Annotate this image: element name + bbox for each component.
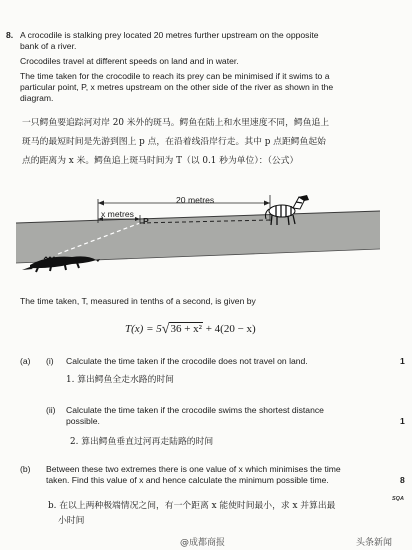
label-point-p: P bbox=[143, 216, 149, 226]
part-b-marks: 8 bbox=[400, 475, 405, 485]
part-a-ii-label: (ii) bbox=[46, 405, 56, 415]
chinese-intro-line-3: 点的距离为 x 米。鳄鱼追上斑马时间为 T（以 0.1 秒为单位）：（公式） bbox=[22, 156, 299, 166]
river-band bbox=[16, 211, 380, 263]
question-number: 8. bbox=[6, 30, 14, 40]
formula-rhs: + 4(20 − x) bbox=[202, 323, 256, 335]
part-a-ii-text-2: possible. bbox=[66, 416, 100, 426]
part-a-i-marks: 1 bbox=[400, 356, 405, 366]
label-x-metres: x metres bbox=[101, 209, 134, 219]
part-b-text-2: taken. Find this value of x and hence calculate the minimum possible time. bbox=[46, 475, 329, 485]
time-formula bbox=[125, 322, 256, 338]
part-a-ii-chinese: 2. 算出鳄鱼垂直过河再走陆路的时间 bbox=[70, 437, 214, 447]
river-diagram bbox=[0, 175, 412, 285]
intro-line-6: diagram. bbox=[20, 93, 54, 103]
sqa-badge: SQA bbox=[392, 496, 404, 502]
arrow-head bbox=[98, 201, 104, 206]
watermark-left: @成都商报 bbox=[180, 538, 226, 548]
part-a-i-label: (i) bbox=[46, 356, 54, 366]
chinese-intro-line-2: 斑马的最短时间是先游到图上 p 点，在沿着线沿岸行走。其中 p 点距鳄鱼起始 bbox=[22, 137, 326, 147]
intro-line-5: particular point, P, x metres upstream on the other side of the river as shown in the bbox=[20, 82, 334, 92]
chinese-intro-line-1: 一只鳄鱼要追踪河对岸 20 米外的斑马。鳄鱼在陆上和水里速度不同，鳄鱼追上 bbox=[22, 118, 330, 128]
part-b-chinese-1: b. 在以上两种极端情况之间，有一个距离 x 能使时间最小，求 x 并算出最 bbox=[48, 501, 336, 511]
formula-radicand: 36 + x² bbox=[170, 323, 202, 335]
arrow-head bbox=[264, 201, 270, 206]
watermark-right: 头条新闻 bbox=[356, 538, 393, 548]
part-b-label: (b) bbox=[20, 464, 31, 474]
time-intro: The time taken, T, measured in tenths of a second, is given by bbox=[20, 296, 256, 306]
part-b-chinese-2: 小时间 bbox=[58, 516, 85, 526]
label-20-metres: 20 metres bbox=[176, 195, 215, 205]
formula-lhs: T(x) = 5 bbox=[125, 323, 162, 335]
intro-line-3: Crocodiles travel at different speeds on land and in water. bbox=[20, 56, 239, 66]
sqrt-icon: √ bbox=[161, 322, 170, 337]
intro-line-4: The time taken for the crocodile to reach its prey can be minimised if it swims to a bbox=[20, 71, 330, 81]
part-a-label: (a) bbox=[20, 356, 31, 366]
intro-line-1: A crocodile is stalking prey located 20 metres further upstream on the opposite bbox=[20, 30, 319, 40]
intro-line-2: bank of a river. bbox=[20, 41, 77, 51]
part-a-i-chinese: 1. 算出鳄鱼全走水路的时间 bbox=[66, 375, 174, 385]
part-a-ii-text-1: Calculate the time taken if the crocodile swims the shortest distance bbox=[66, 405, 324, 415]
part-b-text-1: Between these two extremes there is one value of x which minimises the time bbox=[46, 464, 341, 474]
part-a-ii-marks: 1 bbox=[400, 416, 405, 426]
part-a-i-text: Calculate the time taken if the crocodile does not travel on land. bbox=[66, 356, 308, 366]
